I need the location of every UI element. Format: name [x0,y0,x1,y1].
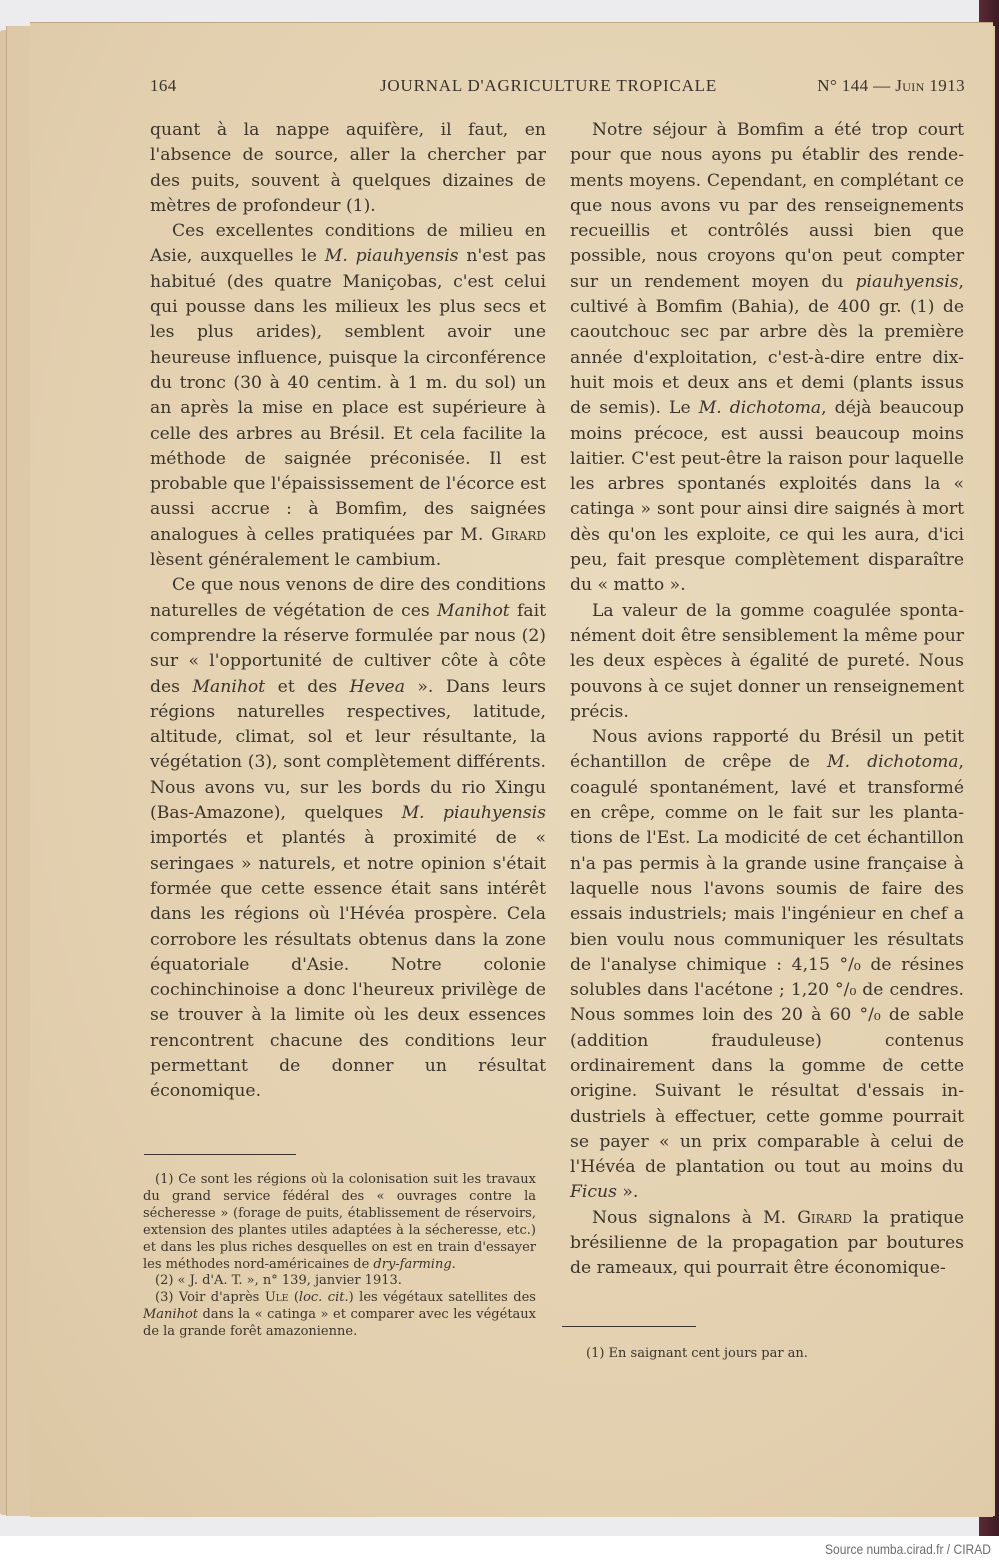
species-name: M. piauhyensis [401,803,547,824]
paragraph: La valeur de la gomme coagulée spontanément doit être sensiblement la même pour les deux espèces à égalité de pureté. Nous pouvons à ce sujet donner un renseignement précis. [570,600,964,722]
right-column [570,118,964,1282]
issue-info [817,76,965,96]
paragraph: Notre séjour à Bomfim a été trop court pour que nous ayons pu établir des rendements moyens. Cependant, en complétant ce que nous avons vu par des renseignements recueillis et contrôlés aussi bien que possible, nous croyons qu'on peut compter sur un rendement moyen du piauhyensis, cultivé à Bomfim (Bahia), de 400 gr. (1) de caoutchouc sec par arbre dès la première année d'exploitation, c'est-à-dire entre dix-huit mois et deux ans et demi (plants issus de semis). Le M. dichotoma, déjà beaucoup moins précoce, est aussi beaucoup moins laitier. C'est peut-être la raison pour laquelle les arbres spontanés exploités dans la « catinga » sont pour ainsi dire saignés à mort dès qu'on les exploite, ce qui les aura, d'ici peu, fait presque complètement disparaître du « matto ». [570,120,964,596]
left-footnotes [143,1172,536,1341]
footnote-divider [562,1326,696,1327]
person-name: Girard [491,524,546,545]
paragraph: Nous signalons à M. Girard la pratique brésilienne de la propagation par boutures de rameaux, qui pourrait être économique- [570,1207,964,1279]
genus-name: Ficus [570,1182,617,1203]
paragraph: quant à la nappe aquifère, il faut, en l'absence de source, aller la chercher par des puits, souvent à quelques dizaines de mètres de profondeur (1). [150,120,546,216]
species-name: M. dichotoma [827,752,959,773]
source-credit: Source numba.cirad.fr / CIRAD [825,1541,991,1557]
footnote-divider [144,1154,296,1155]
journal-title: JOURNAL D'AGRICULTURE TROPICALE [380,76,718,95]
paragraph: Nous avions rapporté du Brésil un petit échantillon de crêpe de M. dichotoma, coagulé spontanément, lavé et transformé en crêpe, comme on le fait sur les plantations de l'Est. La modicité de cet échantillon n'a pas permis à la grande usine française à laquelle nous l'avons soumis de faire des essais industriels; mais l'ingénieur en chef a bien voulu nous communiquer les résultats de l'analyse chimique : 4,15 °/₀ de résines solubles dans l'acétone ; 1,20 °/₀ de cendres. Nous sommes loin des 20 à 60 °/₀ de sable (addition frauduleuse) contenus ordinairement dans la gomme de cette origine. Suivant le résultat d'essais industriels à effectuer, cette gomme pourrait se payer « un prix comparable à celui de l'Hévéa de plantation ou tout au moins du Ficus ». [570,727,964,1203]
person-name: Girard [797,1207,853,1228]
species-name: M. piauhyensis [324,246,459,267]
right-footnotes [574,1346,964,1363]
genus-name: Hevea [349,676,405,697]
issue-month: Juin [895,76,925,95]
issue-number: N° 144 — [817,76,896,95]
running-header [150,76,965,100]
issue-year: 1913 [924,76,965,95]
paragraph: Ces excellentes conditions de milieu en Asie, auxquelles le M. piauhyensis n'est pas habitué (des quatre Maniçobas, c'est celui qui pousse dans les milieux les plus secs et les plus arides), semblent avoir une heureuse influence, puisque la circonférence du tronc (30 à 40 centim. à 1 m. du sol) un an après la mise en place est supérieure à celle des arbres au Brésil. Et cela facilite la méthode de saignée préconisée. Il est probable que l'épaississement de l'écorce est aussi accrue : à Bomfim, des saignées analogues à celles pratiquées par M. Girard lèsent généralement le cambium. [150,221,546,571]
footnote: (3) Voir d'après Ule (loc. cit.) les végétaux satellites des Manihot dans la « catinga » et comparer avec les végétaux de la grande forêt amazonienne. [143,1290,536,1340]
left-column [150,118,546,1105]
footnote: (1) En saignant cent jours par an. [586,1346,808,1361]
genus-name: Manihot [192,676,266,697]
paragraph: Ce que nous venons de dire des conditions naturelles de végétation de ces Manihot fait comprendre la réserve formulée par nous (2) sur « l'opportunité de cultiver côte à côte des Manihot et des Hevea ». Dans leurs régions naturelles respectives, latitude, altitude, climat, sol et leur résultante, la végétation (3), sont complètement différents. Nous avons vu, sur les bords du rio Xingu (Bas-Amazone), quelques M. piauhyensis importés et plantés à proximité de « seringaes » naturels, et notre opinion s'était formée que cette essence était sans intérêt dans les régions où l'Hévéa prospère. Cela corrobore les résultats obtenus dans la zone équatoriale d'Asie. Notre colonie cochinchinoise a donc l'heureux privilège de se trouver à la limite où les deux essences rencontrent chacune des conditions leur permettant de donner un résultat économique. [150,575,547,1102]
genus-name: Manihot [436,600,510,621]
footnote: (1) Ce sont les régions où la colonisation suit les travaux du grand service fédéral des « ouvrages contre la sécheresse » (forage de puits, établissement de réservoirs, extension des plantes utiles adaptées à la sécheresse, etc.) et dans les plus riches desquelles on est en train d'essayer les méthodes nord-américaines de dry-farming. [143,1172,536,1272]
species-name: M. dichotoma [698,398,822,419]
footnote: (2) « J. d'A. T. », n° 139, janvier 1913. [155,1273,402,1289]
species-name: piauhyensis [855,271,959,292]
page-number: 164 [150,76,177,95]
